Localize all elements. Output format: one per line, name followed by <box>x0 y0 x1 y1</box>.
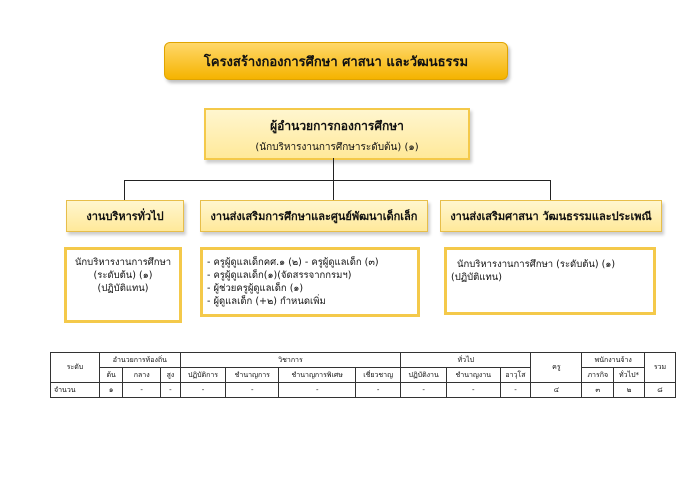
table-cell: - <box>180 383 226 398</box>
connector-right <box>550 180 551 200</box>
staff-line: (ระดับต้น) (๑) <box>93 270 153 281</box>
employee-sub-header: ทั่วไป* <box>614 368 645 383</box>
table-cell: ๓ <box>582 383 614 398</box>
total-header: รวม <box>645 353 676 383</box>
director-subtitle: (นักบริหารงานการศึกษาระดับต้น) (๑) <box>255 142 419 153</box>
staff-line: - ครูผู้ดูแลเด็กคศ.๑ (๒) - ครูผู้ดูแลเด็ก (๓) <box>207 257 379 268</box>
staff-box-religion-culture <box>444 247 656 315</box>
teacher-header: ครู <box>531 353 582 383</box>
group-header-academic: วิชาการ <box>180 353 401 368</box>
staff-box-general-admin <box>64 247 182 323</box>
title-text: โครงสร้างกองการศึกษา ศาสนา และวัฒนธรรม <box>203 54 469 70</box>
unit-religion-culture-label: งานส่งเสริมศาสนา วัฒนธรรมและประเพณี <box>450 210 652 223</box>
table-cell: - <box>356 383 401 398</box>
director-title: ผู้อำนวยการกองการศึกษา <box>270 119 404 133</box>
sub-header: สูง <box>161 368 181 383</box>
sub-header: ชำนาญการ <box>226 368 279 383</box>
table-cell: - <box>500 383 531 398</box>
level-header: ระดับ <box>51 353 100 383</box>
table-cell: - <box>279 383 356 398</box>
unit-general-admin-label: งานบริหารทั่วไป <box>86 210 164 223</box>
connector-trunk <box>333 158 334 180</box>
staff-box-education-childcare <box>200 247 420 317</box>
sub-header: ชำนาญงาน <box>447 368 500 383</box>
table-cell: - <box>123 383 161 398</box>
unit-education-childcare <box>200 200 428 232</box>
row-label: จำนวน <box>51 383 100 398</box>
unit-education-childcare-label: งานส่งเสริมการศึกษาและศูนย์พัฒนาเด็กเล็ก <box>210 210 418 223</box>
connector-left <box>124 180 125 200</box>
table-cell: - <box>226 383 279 398</box>
table-cell: ๔ <box>531 383 582 398</box>
employee-sub-header: ภารกิจ <box>582 368 614 383</box>
table-cell: ๑ <box>100 383 123 398</box>
table-cell: - <box>401 383 447 398</box>
sub-header: ชำนาญการพิเศษ <box>279 368 356 383</box>
director-box <box>204 108 470 160</box>
table-cell: ๒ <box>614 383 645 398</box>
staff-line: - ผู้ดูแลเด็ก (+๒) กำหนดเพิ่ม <box>207 296 326 307</box>
staff-line: นักบริหารงานการศึกษา <box>74 257 172 268</box>
group-header-general: ทั่วไป <box>401 353 531 368</box>
connector-center <box>333 180 334 200</box>
sub-header: อาวุโส <box>500 368 531 383</box>
staff-line: (ปฏิบัติแทน) <box>451 272 502 283</box>
sub-header: ต้น <box>100 368 123 383</box>
staff-line: - ครูผู้ดูแลเด็ก(๑)(จัดสรรจากกรมฯ) <box>207 270 352 281</box>
staff-summary-table <box>50 352 676 398</box>
unit-religion-culture <box>440 200 662 232</box>
sub-header: เชี่ยวชาญ <box>356 368 401 383</box>
group-header-local-admin: อำนวยการท้องถิ่น <box>100 353 181 368</box>
connector-horizontal <box>124 180 550 181</box>
table-cell: - <box>161 383 181 398</box>
employee-header: พนักงานจ้าง <box>582 353 645 368</box>
sub-header: ปฏิบัติงาน <box>401 368 447 383</box>
staff-line: นักบริหารงานการศึกษา (ระดับต้น) (๑) <box>457 259 616 270</box>
table-cell: ๘ <box>645 383 676 398</box>
org-chart-title <box>164 42 508 80</box>
unit-general-admin <box>66 200 184 232</box>
staff-line: (ปฏิบัติแทน) <box>97 283 149 294</box>
staff-line: - ผู้ช่วยครูผู้ดูแลเด็ก (๑) <box>207 283 304 294</box>
sub-header: ปฏิบัติการ <box>180 368 226 383</box>
table-cell: - <box>447 383 500 398</box>
sub-header: กลาง <box>123 368 161 383</box>
